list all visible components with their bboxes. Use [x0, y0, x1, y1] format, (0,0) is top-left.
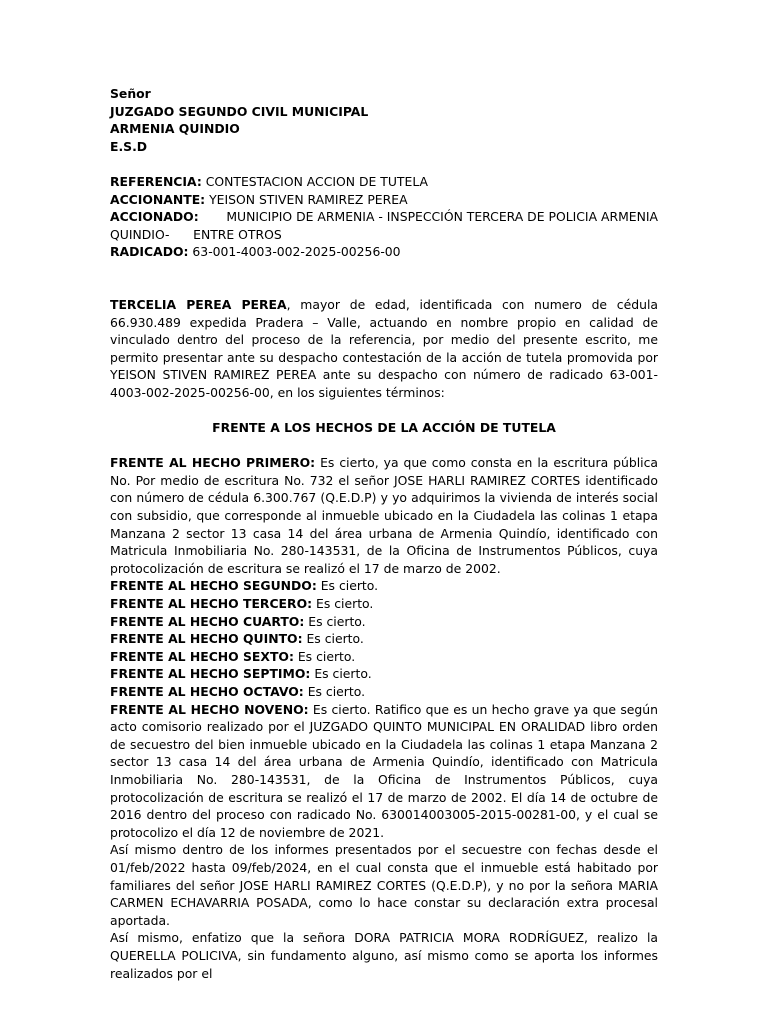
asi-mismo-paragraph-2: Así mismo, enfatizo que la señora DORA PATRICIA MORA RODRÍGUEZ, realizo la QUERELLA POLICIVA, sin fundamento alguno, así mismo como se aporta los informes realizados por el: [110, 930, 658, 981]
accionado-value-cont: QUINDIO- ENTRE OTROS: [110, 226, 282, 242]
hecho-septimo: [110, 665, 658, 683]
hecho-cuarto-text: Es cierto.: [304, 613, 366, 629]
hecho-sexto-label: FRENTE AL HECHO SEXTO:: [110, 648, 294, 664]
hecho-primero-text: Es cierto, ya que como consta en la escritura pública No. Por medio de escritura No. 732 el señor JOSE HARLI RAMIREZ CORTES identificado con número de cédula 6.300.767 (Q.E.D.P) y yo adquirimos la vivienda de interés social con subsidio, que corresponde al inmueble ubicado en la Ciudadela las colinas 1 etapa Manzana 2 sector 13 casa 14 del área urbana de Armenia Quindío, identificado con Matricula Inmobiliaria No. 280-143531, de la Oficina de Instrumentos Públicos, cuya protocolización de escritura se realizó el 17 de marzo de 2002.: [110, 455, 658, 576]
referencia-value: CONTESTACION ACCION DE TUTELA: [201, 173, 428, 189]
radicado-label: RADICADO:: [110, 244, 189, 260]
hecho-quinto: [110, 630, 658, 648]
intro-name: TERCELIA PEREA PEREA: [110, 296, 287, 312]
hecho-primero: [110, 454, 658, 577]
court-name: JUZGADO SEGUNDO CIVIL MUNICIPAL: [110, 103, 369, 119]
accionante-label: ACCIONANTE:: [110, 191, 206, 207]
hecho-segundo-text: Es cierto.: [316, 578, 379, 594]
esd-line: E.S.D: [110, 138, 148, 154]
accionado-value: MUNICIPIO DE ARMENIA - INSPECCIÓN TERCERA DE POLICIA ARMENIA: [226, 209, 658, 225]
radicado-value: 63-001-4003-002-2025-00256-00: [188, 244, 401, 260]
hecho-septimo-text: Es cierto.: [310, 666, 372, 682]
hecho-octavo-text: Es cierto.: [303, 684, 366, 699]
referencia-label: REFERENCIA:: [110, 173, 202, 189]
hecho-noveno: [110, 701, 658, 842]
letter-body: [110, 85, 658, 982]
intro-text: , mayor de edad, identificada con numero de cédula 66.930.489 expedida Pradera – Valle, actuando en nombre propio en calidad de vinculado dentro del proceso de la referencia, por medio del presente escrito, me permito presentar ante su despacho contestación de la acción de tutela promovida por YEISON STIVEN RAMIREZ PEREA ante su despacho con número de radicado 63-001-4003-002-2025-00256-00, en los siguientes términos:: [110, 296, 658, 400]
radicado-line: [110, 243, 658, 261]
court-city: ARMENIA QUINDIO: [110, 121, 240, 137]
hecho-segundo: [110, 577, 658, 595]
section-title: FRENTE A LOS HECHOS DE LA ACCIÓN DE TUTELA: [212, 420, 556, 436]
hecho-sexto: [110, 648, 658, 666]
hecho-cuarto-label: FRENTE AL HECHO CUARTO:: [110, 613, 305, 629]
hecho-octavo-label: FRENTE AL HECHO OCTAVO:: [110, 684, 304, 699]
intro-paragraph: [110, 296, 658, 402]
hecho-noveno-label: FRENTE AL HECHO NOVENO:: [110, 701, 309, 717]
referencia-line: [110, 173, 658, 191]
asi-mismo-paragraph-1: Así mismo dentro de los informes presentados por el secuestre con fechas desde el 01/feb/2022 hasta 09/feb/2024, en el cual consta que el inmueble está habitado por familiares del señor JOSE HARLI RAMIREZ CORTES (Q.E.D.P), y no por la señora MARIA CARMEN ECHAVARRIA POSADA, como lo hace constar su declaración extra procesal aportada.: [110, 842, 658, 928]
hecho-tercero: [110, 595, 658, 613]
hecho-primero-label: FRENTE AL HECHO PRIMERO:: [110, 455, 316, 471]
salutation: Señor: [110, 86, 151, 101]
hecho-noveno-text: Es cierto. Ratifico que es un hecho grave ya que según acto comisorio realizado por el JUZGADO QUINTO MUNICIPAL EN ORALIDAD libro orden de secuestro del bien inmueble ubicado en la Ciudadela las colinas 1 etapa Manzana 2 sector 13 casa 14 del área urbana de Armenia Quindío, identificado con Matricula Inmobiliaria No. 280-143531, de la Oficina de Instrumentos Públicos, cuya protocolización de escritura se realizó el 17 de marzo de 2002. El día 14 de octubre de 2016 dentro del proceso con radicado No. 630014003005-2015-00281-00, y el cual se protocolizo el día 12 de noviembre de 2021.: [110, 701, 658, 840]
hecho-quinto-text: Es cierto.: [302, 631, 364, 647]
hecho-octavo: [110, 683, 658, 701]
hecho-quinto-label: FRENTE AL HECHO QUINTO:: [110, 631, 303, 647]
accionante-value: YEISON STIVEN RAMIREZ PEREA: [205, 191, 408, 207]
accionado-line: [110, 208, 658, 226]
hecho-tercero-text: Es cierto.: [312, 596, 374, 612]
hecho-sexto-text: Es cierto.: [293, 648, 356, 664]
hecho-septimo-label: FRENTE AL HECHO SEPTIMO:: [110, 666, 311, 682]
hecho-segundo-label: FRENTE AL HECHO SEGUNDO:: [110, 578, 317, 594]
accionado-label: ACCIONADO:: [110, 209, 199, 225]
accionante-line: [110, 191, 658, 209]
hecho-tercero-label: FRENTE AL HECHO TERCERO:: [110, 596, 313, 612]
hecho-cuarto: [110, 613, 658, 631]
